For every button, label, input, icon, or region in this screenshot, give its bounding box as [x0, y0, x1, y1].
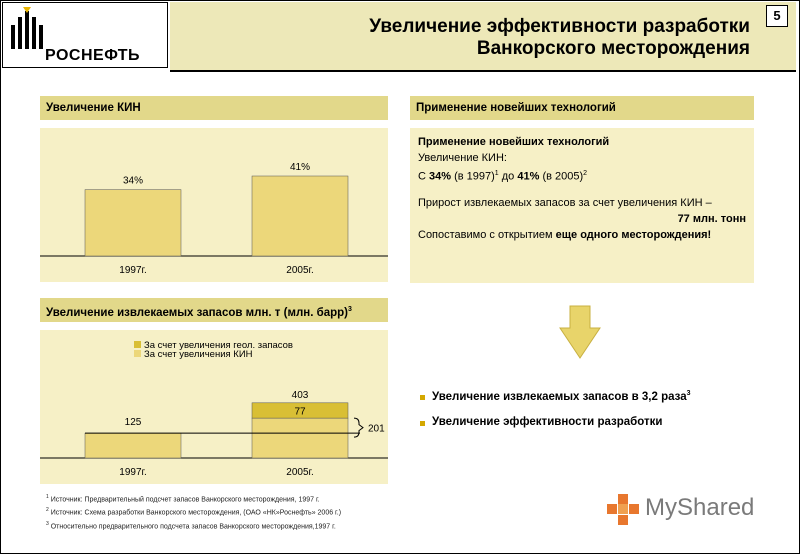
page-title-line1: Увеличение эффективности разработки — [369, 16, 750, 37]
reserves-label-2005-total: 403 — [291, 389, 309, 401]
reserves-section-header: Увеличение извлекаемых запасов млн. т (млн. барр)$^3$ — [40, 298, 388, 322]
kin-bar-1997 — [85, 190, 181, 256]
title-bar — [170, 2, 796, 72]
footnote-3: $^3$ Относительно предварительного подсчета запасов Ванкорского месторождения,1997 г. — [46, 520, 336, 530]
footnote-1: $^1$ Источник: Предварительный подсчет запасов Ванкорского месторождения, 1997 г. — [46, 494, 320, 504]
bullet-reserves-growth: Увеличение извлекаемых запасов в 3,2 раза$^3$ — [418, 390, 691, 406]
myshared-text: MyShared — [645, 494, 755, 521]
rosneft-emblem-icon — [9, 7, 49, 67]
kin-value-label-2005: 41% — [289, 162, 311, 173]
reserves-x-tick-1997: 1997г. — [119, 467, 147, 478]
reserves-bar-2005-geol — [252, 418, 348, 458]
rosneft-logo — [2, 2, 168, 68]
kin-x-tick-2005: 2005г. — [286, 265, 314, 276]
legend-label-kin: За счет увеличения КИН — [144, 349, 253, 360]
down-arrow-icon — [558, 304, 602, 360]
kin-chart — [40, 128, 388, 282]
reserves-chart-panel — [40, 330, 388, 484]
logo-text: РОСНЕФТЬ — [45, 47, 141, 64]
reserves-chart — [40, 330, 388, 484]
kin-x-tick-1997: 1997г. — [119, 265, 147, 276]
tech-line-compare: Сопоставимо с открытием еще одного месторождения! — [418, 228, 712, 241]
tech-line-kin-values: С 34% (в 1997)$^1$ до 41% (в 2005)$^2$ — [418, 170, 588, 183]
reserves-bracket — [354, 418, 363, 437]
page-title-line2: Ванкорского месторождения — [476, 38, 750, 59]
legend-label-geol: За счет увеличения геол. запасов — [144, 340, 293, 351]
tech-line-tonnes: 77 млн. тонн — [677, 212, 746, 225]
reserves-label-1997: 125 — [124, 417, 142, 429]
tech-section-header: Применение новейших технологий — [410, 96, 754, 120]
page-title — [369, 16, 750, 60]
legend-swatch-geol — [134, 341, 141, 348]
reserves-bar-1997 — [85, 433, 181, 458]
kin-chart-panel — [40, 128, 388, 282]
reserves-label-2005-kin: 77 — [294, 406, 306, 418]
bullet-efficiency: Увеличение эффективности разработки — [418, 416, 691, 432]
reserves-label-bracket: 201 — [368, 423, 385, 435]
myshared-logo-icon — [605, 490, 641, 526]
reserves-x-tick-2005: 2005г. — [286, 467, 314, 478]
tech-line-kin: Увеличение КИН: — [418, 152, 507, 164]
kin-section-header: Увеличение КИН — [40, 96, 388, 120]
kin-value-label-1997: 34% — [122, 175, 144, 187]
tech-line-growth: Прирост извлекаемых запасов за счет увеличения КИН – — [418, 196, 712, 209]
footnote-2: $^2$ Источник: Схема разработки Ванкорского месторождения, (ОАО «НК»Роснефть» 2006 г.) — [46, 507, 342, 517]
myshared-watermark — [605, 490, 754, 526]
page-number: 5 — [766, 5, 788, 27]
tech-text-box — [410, 128, 754, 283]
footnotes — [46, 492, 341, 532]
summary-bullets — [418, 390, 691, 442]
legend-swatch-kin — [134, 350, 141, 357]
kin-bar-2005 — [252, 176, 348, 256]
tech-heading: Применение новейших технологий — [418, 136, 610, 148]
